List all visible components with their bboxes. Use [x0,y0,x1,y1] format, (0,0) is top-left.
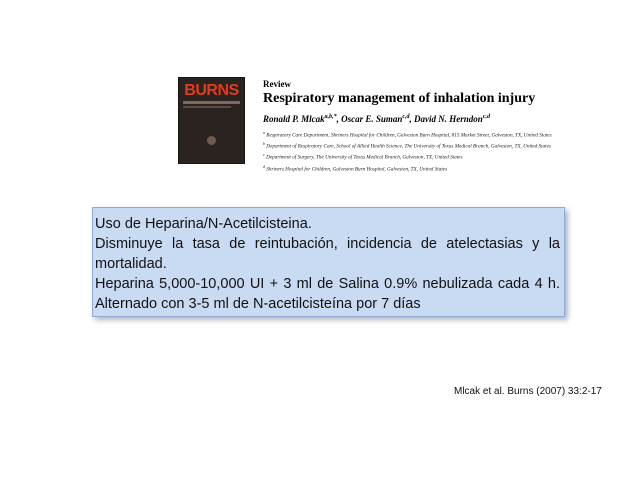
affiliation-mark: d [263,163,265,169]
callout-box [92,207,565,317]
callout-line: Disminuye la tasa de reintubación, incidencia de atelectasias y la [95,236,560,252]
callout-line: Alternado con 3-5 ml de N-acetilcisteína por 7 días [95,296,421,312]
affiliation-mark: c [263,152,265,158]
cover-emblem-icon [207,136,216,145]
callout-text [95,214,560,314]
affiliation-line [263,151,552,162]
author-name: Oscar E. Suman [341,114,403,124]
cover-stripe [183,101,240,104]
affiliation-text: Respiratory Care Department, Shriners Hospital for Children, Galveston Burn Hospital, 815 Market Street, Galveston, TX, United States [266,132,552,139]
affiliation-text: Shriners Hospital for Children, Galveston Burn Hospital, Galveston, TX, United States [266,166,448,173]
article-affiliations [263,129,552,174]
affiliation-text: Department of Respiratory Care, School of Allied Health Science, The University of Texas Medical Branch, Galveston, TX, United States [266,143,551,150]
affiliation-text: Department of Surgery, The University of Texas Medical Branch, Galveston, TX, United States [266,155,463,162]
author-name: Ronald P. Mlcak [263,114,325,124]
article-title: Respiratory management of inhalation injury [263,91,536,106]
author-affiliation-mark: a,b,* [324,114,337,120]
affiliation-mark: a [263,130,265,135]
affiliation-line [263,163,552,174]
callout-line: Heparina 5,000-10,000 UI + 3 ml de Salina 0.9% nebulizada cada 4 h. [95,276,560,292]
journal-cover-title: BURNS [184,82,239,99]
author-affiliation-mark: c,d [482,114,490,120]
affiliation-line [263,140,552,151]
article-section-label: Review [263,79,291,89]
citation: Mlcak et al. Burns (2007) 33:2-17 [454,386,602,397]
journal-cover-image [178,77,245,164]
article-authors: Ronald P. Mlcak$^{a,b,*}$, Oscar E. Suman$^{c,d}$, David N. Herndon$^{c,d}$ [263,114,490,124]
cover-stripe [183,106,231,108]
affiliation-line [263,129,552,140]
callout-line: mortalidad. [95,256,167,272]
author-name: David N. Herndon [414,114,483,124]
callout-line: Uso de Heparina/N-Acetilcisteina. [95,216,312,232]
affiliation-mark: b [263,141,265,147]
author-affiliation-mark: c,d [402,114,410,120]
